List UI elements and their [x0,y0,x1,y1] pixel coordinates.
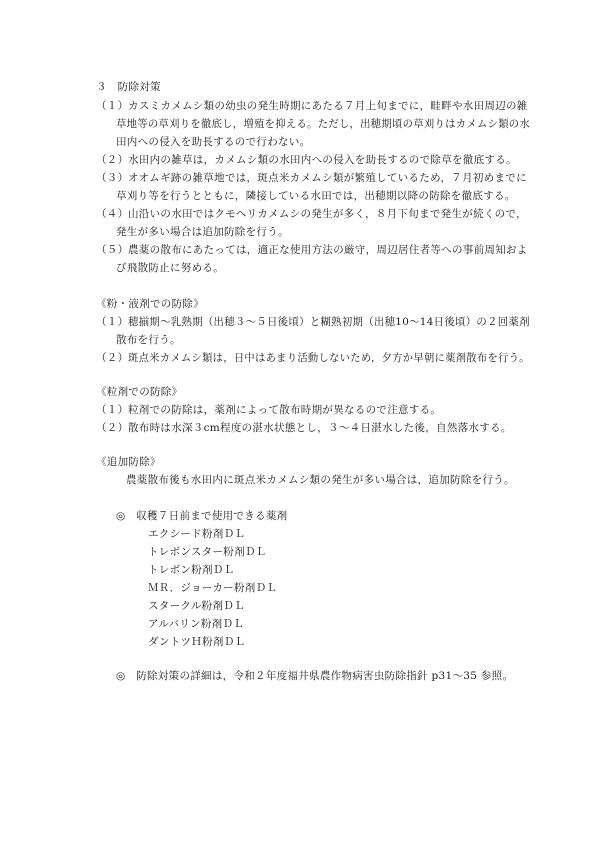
section-heading: ３ 防除対策 [96,81,161,93]
item-4-number: （４） [96,208,129,220]
granule-item-2-line-1: 散布時は水深３cm程度の湛水状態とし，３～４日湛水した後，自然落水する。 [128,422,512,434]
chemical-item: ダントツＨ粉剤ＤＬ [148,636,246,648]
additional-heading: 《追加防除》 [96,456,161,468]
item-5-line-1: 農薬の散布にあたっては，適正な使用方法の厳守，周辺居住者等への事前周知およ [128,244,528,256]
chemical-item: スタークル粉剤ＤＬ [148,600,245,612]
granule-heading: 《粒剤での防除》 [96,386,183,398]
granule-item-1-number: （１） [96,404,129,416]
powder-item-1-line-1: 穂揃期～乳熟期（出穂３～５日後頃）と糊熟初期（出穂10～14日後頃）の２回薬剤 [128,316,530,328]
item-2-number: （２） [96,154,129,166]
item-1-line-1: カスミカメムシ類の幼虫の発生時期にあたる７月上旬までに，畦畔や水田周辺の雑 [128,100,528,112]
item-5-line-2: び飛散防止に努める。 [116,262,224,274]
reference-note: ◎ 防除対策の詳細は，令和２年度福井県農作物病害虫防除指針 p31～35 参照。 [116,670,514,682]
chemical-item: トレボンスター粉剤ＤＬ [148,546,267,558]
item-5-number: （５） [96,244,129,256]
chemical-item: エクシード粉剤ＤＬ [148,528,246,540]
item-4-line-2: 発生が多い場合は追加防除を行う。 [116,226,289,238]
item-2-line-1: 水田内の雑草は，カメムシ類の水田内への侵入を助長するので除草を徹底する。 [128,154,517,166]
item-1-line-3: 田内への侵入を助長するので行わない。 [116,136,311,148]
chemical-item: アルバリン粉剤ＤＬ [148,618,245,630]
powder-heading: 《粉・液剤での防除》 [96,298,204,310]
item-1-line-2: 草地等の草刈りを徹底し，増殖を抑える。ただし，出穂期頃の草刈りはカメムシ類の水 [116,118,531,130]
item-4-line-1: 山沿いの水田ではクモヘリカメムシの発生が多く，８月下旬まで発生が続くので， [128,208,527,220]
granule-item-1-line-1: 粒剤での防除は，薬剤によって散布時期が異なるので注意する。 [128,404,442,416]
chemical-item: ＭＲ．ジョーカー粉剤ＤＬ [148,582,278,594]
item-3-line-1: オオムギ跡の雑草地では，斑点米カメムシ類が繁殖しているため，７月初めまでに [128,172,527,184]
harvest-note: ◎ 収穫７日前まで使用できる薬剤 [116,510,288,522]
powder-item-2-number: （２） [96,352,129,364]
powder-item-2-line-1: 斑点米カメムシ類は，日中はあまり活動しないため，夕方か早朝に薬剤散布を行う。 [128,352,530,364]
item-1-number: （１） [96,100,129,112]
granule-item-2-number: （２） [96,422,129,434]
item-3-number: （３） [96,172,129,184]
item-3-line-2: 草刈り等を行うとともに，隣接している水田では，出穂期以降の防除を徹底する。 [116,190,516,202]
powder-item-1-number: （１） [96,316,129,328]
additional-text: 農薬散布後も水田内に斑点米カメムシ類の発生が多い場合は，追加防除を行う。 [126,474,515,486]
powder-item-1-line-2: 散布を行う。 [116,334,181,346]
chemical-item: トレボン粉剤ＤＬ [148,564,235,576]
